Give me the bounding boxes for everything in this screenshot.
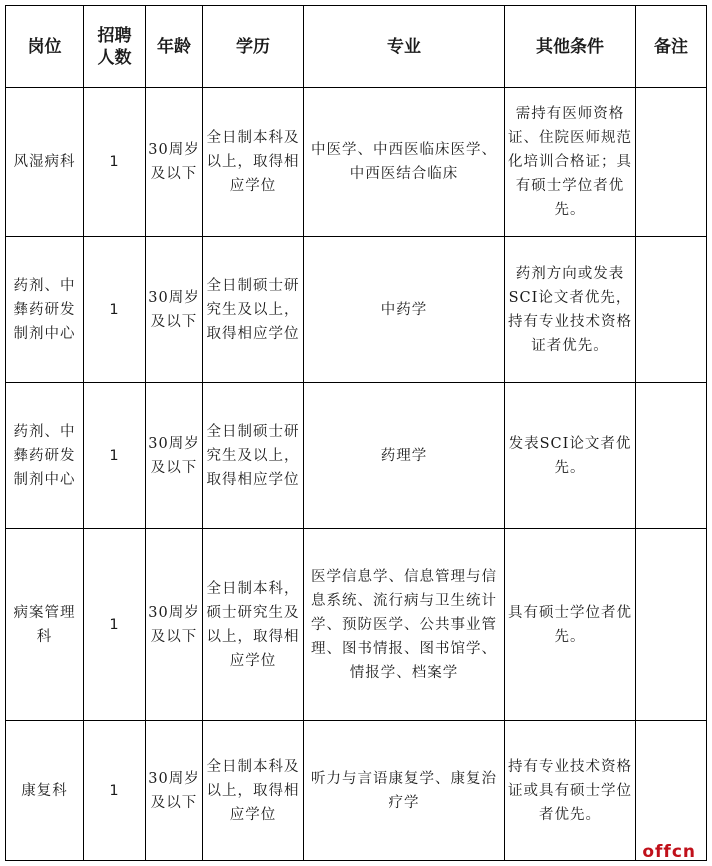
age-cell: 30周岁及以下 xyxy=(146,529,203,721)
remarks-cell xyxy=(636,529,707,721)
other-conditions-cell: 发表SCI论文者优先。 xyxy=(505,383,636,529)
header-recruit-count xyxy=(84,6,146,88)
remarks-cell xyxy=(636,88,707,237)
major-cell: 听力与言语康复学、康复治疗学 xyxy=(304,721,505,861)
major-cell: 医学信息学、信息管理与信息系统、流行病与卫生统计学、预防医学、公共事业管理、图书情报、图书馆学、情报学、档案学 xyxy=(304,529,505,721)
recruit-count-cell: 1 xyxy=(84,237,146,383)
header-remarks: 备注 xyxy=(636,6,707,88)
position-cell: 病案管理科 xyxy=(6,529,84,721)
major-cell: 药理学 xyxy=(304,383,505,529)
education-cell: 全日制硕士研究生及以上，取得相应学位 xyxy=(203,383,304,529)
education-cell: 全日制硕士研究生及以上，取得相应学位 xyxy=(203,237,304,383)
position-cell: 风湿病科 xyxy=(6,88,84,237)
header-other-conditions: 其他条件 xyxy=(505,6,636,88)
other-conditions-cell: 药剂方向或发表SCI论文者优先，持有专业技术资格证者优先。 xyxy=(505,237,636,383)
table-row xyxy=(6,237,707,383)
position-cell: 康复科 xyxy=(6,721,84,861)
age-cell: 30周岁及以下 xyxy=(146,88,203,237)
header-age: 年龄 xyxy=(146,6,203,88)
recruit-count-cell: 1 xyxy=(84,529,146,721)
header-row xyxy=(6,6,707,88)
recruitment-table xyxy=(5,5,707,861)
table-row xyxy=(6,721,707,861)
header-recruit-count-label: 招聘人数 xyxy=(97,25,132,68)
header-position: 岗位 xyxy=(6,6,84,88)
recruit-count-cell: 1 xyxy=(84,383,146,529)
position-cell: 药剂、中彝药研发制剂中心 xyxy=(6,237,84,383)
recruit-count-cell: 1 xyxy=(84,721,146,861)
major-cell: 中药学 xyxy=(304,237,505,383)
table-row xyxy=(6,529,707,721)
age-cell: 30周岁及以下 xyxy=(146,721,203,861)
header-major: 专业 xyxy=(304,6,505,88)
table-row xyxy=(6,88,707,237)
remarks-cell xyxy=(636,237,707,383)
offcn-watermark: offcn xyxy=(642,842,696,862)
position-cell: 药剂、中彝药研发制剂中心 xyxy=(6,383,84,529)
major-cell: 中医学、中西医临床医学、中西医结合临床 xyxy=(304,88,505,237)
other-conditions-cell: 需持有医师资格证、住院医师规范化培训合格证；具有硕士学位者优先。 xyxy=(505,88,636,237)
other-conditions-cell: 具有硕士学位者优先。 xyxy=(505,529,636,721)
age-cell: 30周岁及以下 xyxy=(146,383,203,529)
age-cell: 30周岁及以下 xyxy=(146,237,203,383)
remarks-cell xyxy=(636,721,707,861)
recruit-count-cell: 1 xyxy=(84,88,146,237)
education-cell: 全日制本科，硕士研究生及以上，取得相应学位 xyxy=(203,529,304,721)
education-cell: 全日制本科及以上，取得相应学位 xyxy=(203,88,304,237)
table-row xyxy=(6,383,707,529)
education-cell: 全日制本科及以上，取得相应学位 xyxy=(203,721,304,861)
header-education: 学历 xyxy=(203,6,304,88)
remarks-cell xyxy=(636,383,707,529)
other-conditions-cell: 持有专业技术资格证或具有硕士学位者优先。 xyxy=(505,721,636,861)
